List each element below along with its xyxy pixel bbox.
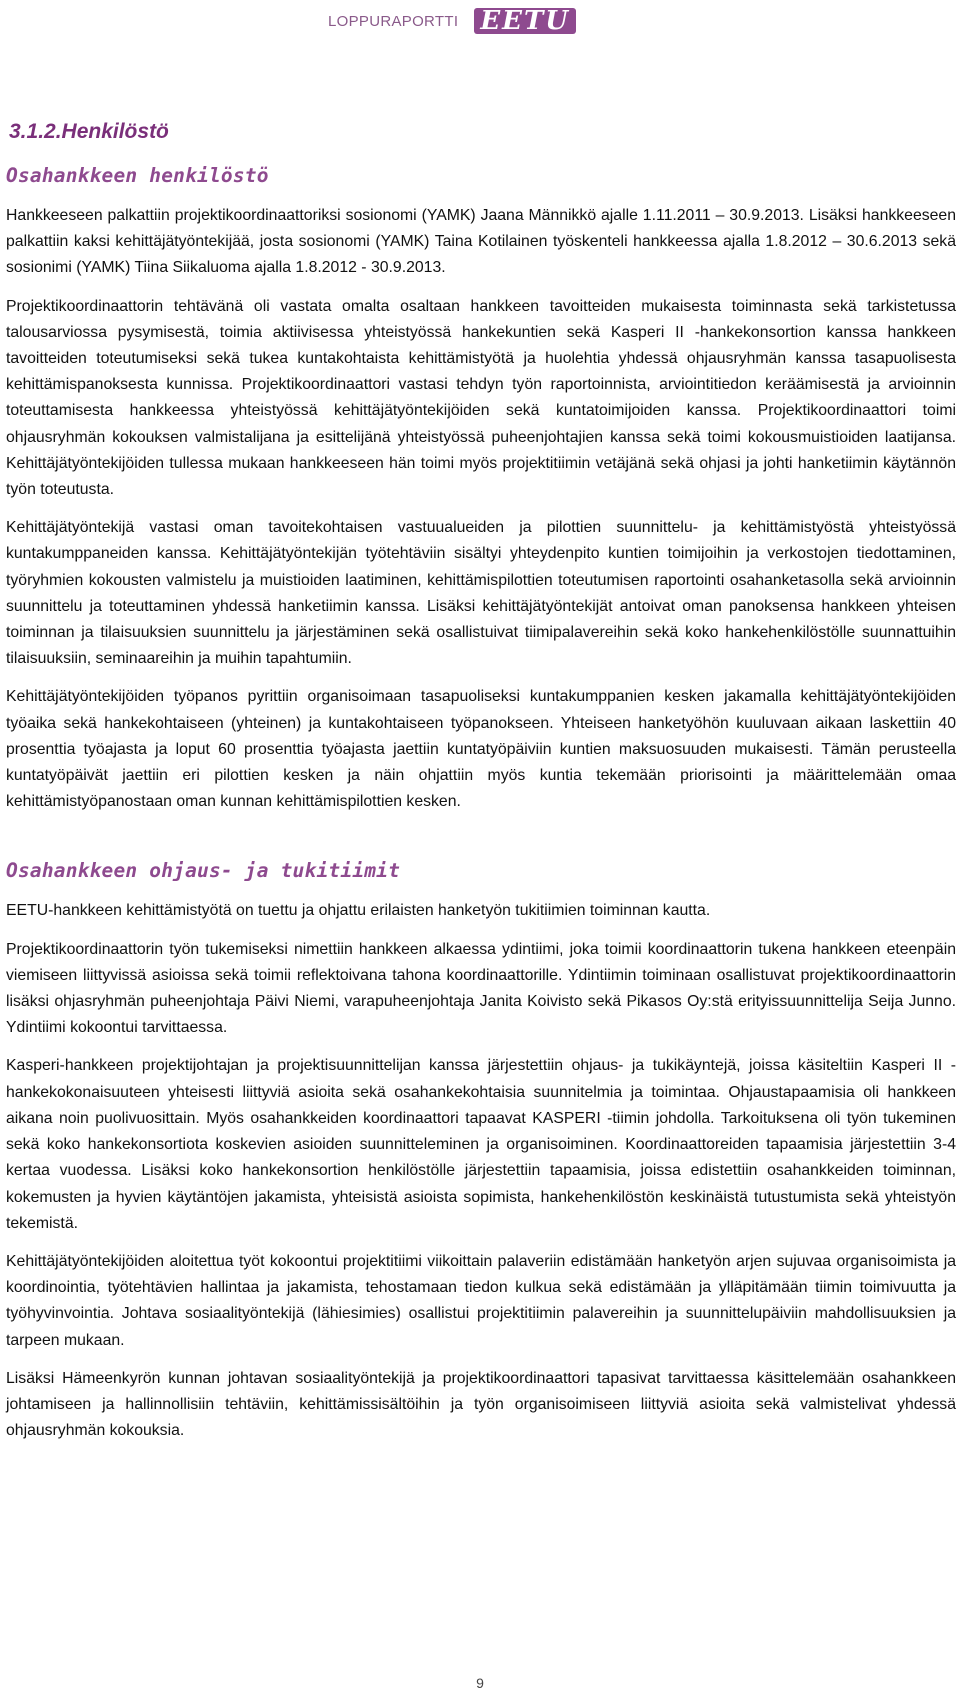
paragraph: Projektikoordinaattorin työn tukemiseksi nimettiin hankkeen alkaessa ydintiimi, joka toimii koordinaattorin tukena hankkeen eteenpäin viemiseen liittyvissä asioissa sekä toimii reflektoivana tahona koordinaattorille. Ydintiimin toiminaan osallistuvat projektikoordinaattorin lisäksi ohjasryhmän puheenjohtaja Päivi Niemi, varapuheenjohtaja Janita Koivisto sekä Pikasos Oy:stä erityissuunnittelija Seija Junno. Ydintiimi kokoontui tarvittaessa. [6, 940, 956, 1037]
paragraph: Kehittäjätyöntekijöiden työpanos pyrittiin organisoimaan tasapuoliseksi kuntakumppanien kesken jakamalla kehittäjätyöntekijöiden työaika sekä hankekohtaiseen (yhteinen) ja kuntakohtaiseen työpanokseen. Yhteiseen hanketyöhön kuuluvaan aikaan laskettiin 40 prosenttia työajasta ja loput 60 prosenttia työajasta jaettiin kuntatyöpäiviin kuntien maksuosuuden mukaisesti. Tämän perusteella kuntatyöpäivät jaettiin eri pilottien kesken ja näin ohjattiin myös kuntia tekemään priorisointi ja määrittelemään omaa kehittämistyöpanostaan oman kunnan kehittämispilottien kesken. [6, 688, 956, 811]
document-body [6, 120, 956, 1456]
eetu-logo: EETU [474, 8, 576, 34]
subsection-heading-steering: Osahankkeen ohjaus- ja tukitiimit [6, 859, 401, 883]
paragraph: Hankkeeseen palkattiin projektikoordinaattoriksi sosionomi (YAMK) Jaana Männikkö ajalle 1.11.2011 – 30.9.2013. Lisäksi hankkeeseen palkattiin kaksi kehittäjätyöntekijää, josta sosionomi (YAMK) Taina Kotilainen työskenteli hankkeessa ajalla 1.8.2012 – 30.6.2013 sekä sosionimi (YAMK) Tiina Siikaluoma ajalla 1.8.2012 - 30.9.2013. [6, 207, 956, 277]
paragraph: Kasperi-hankkeen projektijohtajan ja projektisuunnittelijan kanssa järjestettiin ohjaus- ja tukikäyntejä, joissa käsiteltiin Kasperi II -hankekokonaisuuteen yhteisesti liittyviä asioita sekä osahankekohtaisia suunnitelmia ja toimintaa. Ohjaustapaamisia oli hankkeen aikana noin puolivuosittain. Myös osahankkeiden koordinaattori tapaavat KASPERI -tiimin johdolla. Tarkoituksena oli työn tukeminen sekä koko hankekonsortiota koskevien asioiden suunnitteleminen ja organisoiminen. Koordinaattoreiden tapaamisia järjestettiin 3-4 kertaa vuodessa. Lisäksi koko hankekonsortion henkilöstölle järjestettiin tapaamisia, joissa edistettiin osahankkeiden toiminnan, kokemusten ja hyvien käytäntöjen jakamista, yhteisistä asioista sopimista, hankehenkilöstön keskinäistä tutustumista sekä yhteistyön tekemistä. [6, 1057, 956, 1232]
section-heading: 3.1.2.Henkilöstö [9, 120, 169, 143]
page-header [328, 8, 576, 34]
paragraph: Kehittäjätyöntekijöiden aloitettua työt kokoontui projektitiimi viikoittain palaveriin edistämään hanketyön arjen sujuvaa organisoimista ja koordinointia, työtehtävien hallintaa ja jakamista, tehostamaan tiedon kulkua sekä edistämään ja ylläpitämään tiimin toimivuutta ja työhyvinvointia. Johtava sosiaalityöntekijä (lähiesimies) osallistui projektitiimin palavereihin ja suunnittelupäiviin mahdollisuuksien ja tarpeen mukaan. [6, 1252, 956, 1349]
paragraph: Lisäksi Hämeenkyrön kunnan johtavan sosiaalityöntekijä ja projektikoordinaattori tapasivat tarvittaessa käsittelemään osahankkeen johtamiseen ja hallinnollisiin tehtäviin, kehittämissisältöihin ja työn organisoimiseen liittyviä asioita sekä valmistelivat yhdessä ohjausryhmän kokouksia. [6, 1369, 956, 1440]
paragraph: Projektikoordinaattorin tehtävänä oli vastata omalta osaltaan hankkeen tavoitteiden mukaisesta toiminnasta sekä tarkistetussa talousarviossa pysymisestä, toimia aktiivisessa yhteistyössä hankekuntien sekä Kasperi II -hankekonsortion kanssa hankkeen tavoitteiden toteutumiseksi sekä tukea kuntakohtaista kehittämistyötä ja huolehtia yhdessä ohjausryhmän kanssa tasapuolisesta kehittämispanoksesta kunnissa. Projektikoordinaattori vastasi tehdyn työn raportoinnista, arviointitiedon keräämisestä ja arvioinnin toteuttamisesta hankkeessa yhteistyössä kehittäjätyöntekijöiden sekä kuntatoimijoiden kanssa. Projektikoordinaattori toimi ohjausryhmän kokouksen valmistalijana ja esittelijänä yhteistyössä puheenjohtajien kanssa sekä toimi kokousmuistioiden laatijansa. Kehittäjätyöntekijöiden tullessa mukaan hankkeeseen hän toimi myös projektitiimin vetäjänä sekä ohjasi ja johti hanketiimin käytännön työn toteutusta. [6, 297, 956, 499]
paragraph: Kehittäjätyöntekijä vastasi oman tavoitekohtaisen vastuualueiden ja pilottien suunnittelu- ja kehittämistyöstä yhteistyössä kuntakumppaneiden kanssa. Kehittäjätyöntekijän työtehtäviin sisältyi yhteydenpito kuntien toimijoihin ja verkostojen tiedottaminen, työryhmien kokousten valmistelu ja muistioiden laatiminen, kehittämispilottien toteutumisen raportointi osahanketasolla sekä arvioinnin suunnittelu ja toteuttaminen yhdessä hanketiimin kanssa. Lisäksi kehittäjätyöntekijät antoivat oman panoksensa hankkeen yhteisen toiminnan ja tilaisuuksien suunnittelu ja järjestäminen sekä osallistuivat tiimipalavereihin sekä koko hankehenkilöstölle suunnattuihin tilaisuuksiin, seminaareihin ja muihin tapahtumiin. [6, 519, 956, 668]
page-number: 9 [476, 1675, 484, 1691]
paragraph: EETU-hankkeen kehittämistyötä on tuettu ja ohjattu erilaisten hanketyön tukitiimien toiminnan kautta. [6, 902, 711, 920]
subsection-heading-staff: Osahankkeen henkilöstö [6, 164, 269, 187]
report-title: LOPPURAPORTTI [328, 12, 459, 30]
